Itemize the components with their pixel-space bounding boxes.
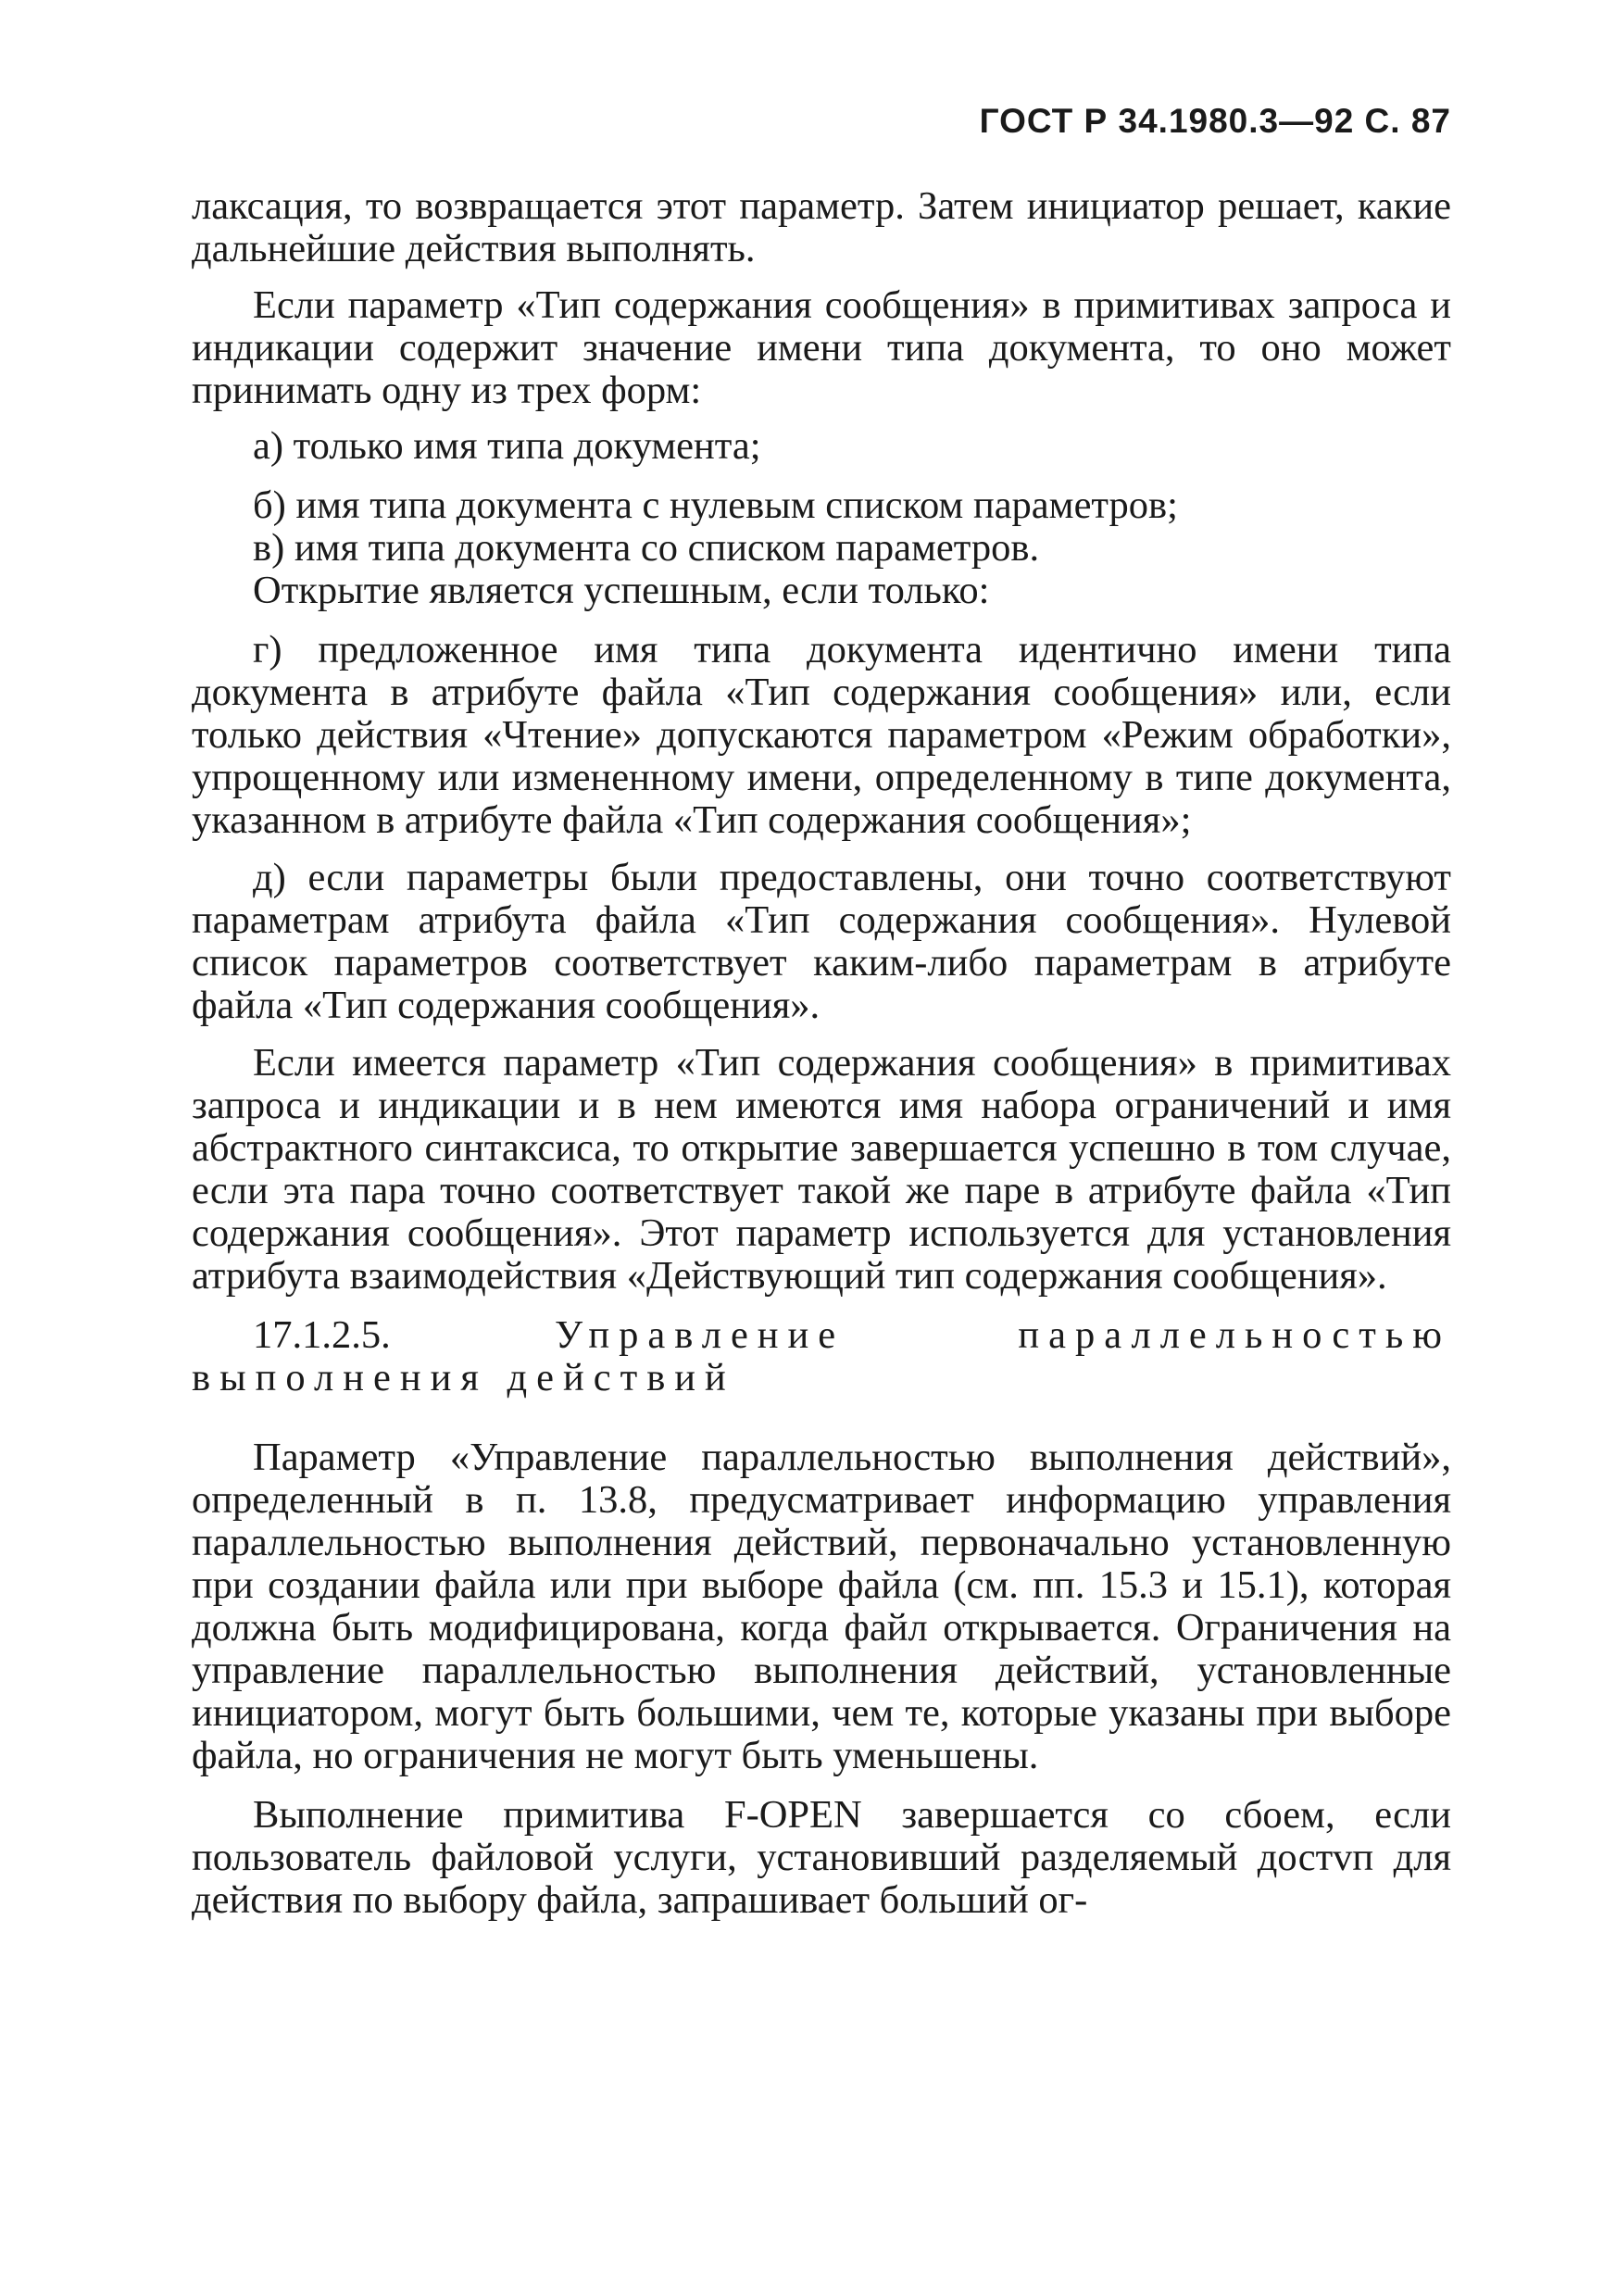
- document-body: [192, 185, 1451, 1936]
- list-item-v: в) имя типа документа со списком параметров.: [253, 526, 1040, 570]
- list-item-a: а) только имя типа документа;: [253, 424, 761, 468]
- section-title: Управление параллельностью выполнения действий: [192, 1313, 1452, 1399]
- paragraph-continuation: лаксация, то возвращается этот параметр. Затем инициатор решает, какие дальнейшие действия выполнять.: [192, 184, 1451, 270]
- list-item-b: б) имя типа документа с нулевым списком параметров;: [253, 483, 1178, 527]
- section-number: 17.1.2.5.: [253, 1313, 391, 1357]
- document-page: [192, 102, 1451, 2232]
- paragraph-content-type-forms: Если параметр «Тип содержания сообщения» в примитивах запроса и индикации содержит значение имени типа документа, то оно может принимать одну из трех форм:: [192, 283, 1451, 412]
- paragraph-f-open-failure: Выполнение примитива F-OPEN завершается со сбоем, если пользователь файловой услуги, установивший разделяемый достvп для действия по выбору файла, запрашивает больший ог-: [192, 1793, 1451, 1922]
- running-header: ГОСТ Р 34.1980.3—92 С. 87: [979, 102, 1451, 140]
- list-item-g: г) предложенное имя типа документа идентично имени типа документа в атрибуте файла «Тип содержания сообщения» или, если только действия «Чтение» допускаются параметром «Режим обработки», упрощенному или измененному имени, определенному в типе документа, указанном в атрибуте файла «Тип содержания сообщения»;: [192, 628, 1451, 842]
- paragraph-concurrency-control: Параметр «Управление параллельностью выполнения действий», определенный в п. 13.8, предусматривает информацию управления параллельностью выполнения действий, первоначально установленную при создании файла или при выборе файла (см. пп. 15.3 и 15.1), которая должна быть модифицирована, когда файл открывается. Ограничения на управление параллельностью выполнения действий, установленные инициатором, могут быть большими, чем те, которые указаны при выборе файла, но ограничения не могут быть уменьшены.: [192, 1436, 1451, 1777]
- paragraph-constraint-set: Если имеется параметр «Тип содержания сообщения» в примитивах запроса и индикации и в нем имеются имя набора ограничений и имя абстрактного синтаксиса, то открытие завершается успешно в том случае, если эта пара точно соответствует такой же паре в атрибуте файла «Тип содержания сообщения». Этот параметр используется для установления атрибута взаимодействия «Действующий тип содержания сообщения».: [192, 1041, 1451, 1298]
- list-item-d: д) если параметры были предоставлены, они точно соответствуют параметрам атрибута файла «Тип содержания сообщения». Нулевой список параметров соответствует каким-либо параметрам в атрибуте файла «Тип содержания сообщения».: [192, 856, 1451, 1027]
- section-heading: [192, 1314, 1451, 1399]
- paragraph-open-success: Открытие является успешным, если только:: [253, 569, 990, 612]
